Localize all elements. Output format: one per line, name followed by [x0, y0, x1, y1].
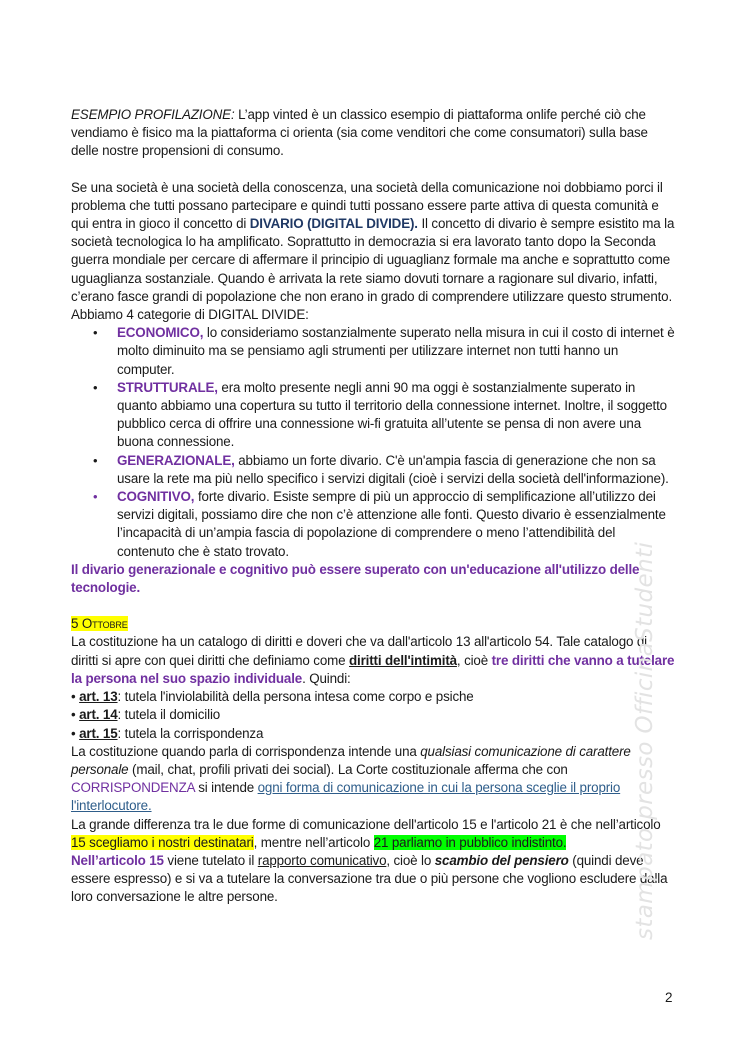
bullet-icon: • [93, 489, 98, 505]
profilazione-text: L’app vinted è un classico esempio di piattaforma onlife perché ciò che vendiamo è fisico ma la piattaforma ci orienta (sia come venditori che come consumatori) sulla base delle nostre propensioni di consumo. [71, 107, 648, 159]
article-label: art. 13 [79, 689, 118, 705]
date-heading-highlight [71, 616, 128, 631]
conclusion-paragraph: Il divario generazionale e cognitivo può essere superato con un'educazione all'utilizzo delle tecnologie. [71, 561, 640, 596]
list-item-cognitivo [71, 488, 675, 561]
rapporto-comunicativo: rapporto comunicativo [257, 852, 387, 868]
articolo15-paragraph [71, 852, 675, 907]
list-item-strutturale [71, 379, 675, 452]
digital-divide-list [71, 324, 675, 561]
articolo15-term: Nell’articolo 15 [71, 852, 164, 868]
bullet-icon: • [93, 379, 98, 395]
corrispondenza-text: La costituzione quando parla di corrispondenza intende una [71, 743, 421, 759]
list-item-generazionale [71, 452, 675, 488]
green-highlight: 21 parliamo in pubblico indistinto. [373, 834, 567, 850]
category-text: lo consideriamo sostanzialmente superato nella misura in cui il costo di internet è molto diminuito ma se pensiamo agli strumenti per utilizzare internet non tutti hanno un computer. [117, 325, 675, 377]
differenza-text: , mentre nell’articolo [253, 834, 374, 850]
articolo15-text: , cioè lo [386, 852, 435, 868]
corrispondenza-term: CORRISPONDENZA [71, 780, 195, 796]
date-heading-first: 5 O [71, 616, 93, 632]
category-term: ECONOMICO, [117, 325, 204, 341]
article-text: : tutela il domicilio [117, 707, 221, 723]
page-number: 2 [665, 990, 673, 1005]
document-page [71, 106, 675, 907]
divario-text-before: Se una società è una società della conoscenza, una società della comunicazione noi dobbiamo porci il problema che tutti possano partecipare e quindi tutti possano essere parte attiva di questa comunità e qui entra in gioco il concetto di [71, 179, 663, 232]
corrispondenza-text: si intende [194, 780, 258, 796]
categories-intro: Abbiamo 4 categorie di DIGITAL DIVIDE: [71, 307, 309, 323]
spacer [71, 597, 675, 615]
article-text: : tutela la corrispondenza [117, 725, 264, 741]
scambio-pensiero: scambio del pensiero [434, 852, 569, 868]
diritti-intimita-term: diritti dell'intimità [349, 652, 457, 668]
category-term: GENERAZIONALE, [117, 452, 235, 468]
costituzione-text: . Quindi: [302, 670, 351, 686]
costituzione-paragraph [71, 633, 675, 688]
costituzione-text: , cioè [456, 652, 492, 668]
corrispondenza-definition-link[interactable]: ogni forma di comunicazione in cui la persona sceglie il proprio l'interlocutore. [71, 780, 621, 814]
date-heading [71, 615, 675, 633]
costituzione-text: La costituzione ha un catalogo di diritti e doveri che va dall'articolo 13 all'articolo 54. Tale catalogo di diritti si apre con quei diritti che definiamo come [71, 634, 647, 668]
divario-text-after: Il concetto di divario è sempre esistito ma la società tecnologica lo ha amplificato. Soprattutto in democrazia si era lavorato tanto dopo la Seconda guerra mondiale per cercare di affermare il principio di uguaglianz formale ma anche e soprattutto come uguaglianza sostanziale. Quando è arrivata la rete siamo dovuti tornare a ragionare sul divario, infatti, c’erano fasce grandi di popolazione che non erano in grado di comprendere utilizzare questo strumento. [71, 216, 675, 304]
category-text: era molto presente negli anni 90 ma oggi è sostanzialmente superato in quanto abbiamo una copertura su tutto il territorio della connessione internet. Inoltre, il soggetto pubblico cerca di offrire una connessione wi-fi gratuita all’utente se pensa di non avere una buona connessione. [117, 379, 667, 450]
tre-diritti-highlight: tre diritti che vanno a tutelare la persona nel suo spazio individuale [71, 652, 675, 686]
articolo15-text: viene tutelato il [163, 852, 258, 868]
profilazione-paragraph [71, 106, 675, 161]
category-text: abbiamo un forte divario. C'è un'ampia fascia di generazione che non sa usare la rete ma più nello specifico i servizi digitali (cioè i servizi della società dell'informazione). [117, 452, 669, 486]
bullet-icon: • [93, 325, 98, 341]
article-item [71, 725, 675, 743]
articolo15-text: (quindi deve essere espresso) e si va a tutelare la conversazione tra due o più persone che vogliono escludere dalla loro conversazione le altre persone. [71, 852, 668, 905]
category-text: forte divario. Esiste sempre di più un approccio di semplificazione all’utilizzo dei servizi digitali, possiamo dire che non c’è attenzione alle fonti. Questo divario è essenzialmente l’incapacità di un’ampia fascia di popolazione di comprendere o meno l’attendibilità del contenuto che è stato trovato. [117, 489, 666, 559]
category-term: COGNITIVO, [117, 489, 195, 505]
article-item [71, 688, 675, 706]
profilazione-label: ESEMPIO PROFILAZIONE: [71, 107, 235, 122]
divario-paragraph [71, 179, 675, 306]
article-item [71, 706, 675, 724]
divario-term: DIVARIO (DIGITAL DIVIDE). [249, 216, 418, 232]
spacer [71, 161, 675, 179]
corrispondenza-italic: qualsiasi comunicazione di carattere personale [71, 743, 631, 777]
yellow-highlight: 15 scegliamo i nostri destinatari [71, 834, 254, 850]
bullet-icon: • [71, 725, 76, 741]
article-text: : tutela l'inviolabilità della persona intesa come corpo e psiche [117, 689, 474, 705]
watermark: stampato presso OfficinaStudenti [632, 541, 658, 940]
corrispondenza-text: (mail, chat, profili privati dei social). La Corte costituzionale afferma che con [128, 761, 568, 777]
article-label: art. 14 [79, 707, 118, 723]
bullet-icon: • [71, 689, 76, 705]
corrispondenza-paragraph [71, 743, 675, 816]
date-heading-rest: ttobre [92, 616, 128, 632]
bullet-icon: • [71, 707, 76, 723]
article-label: art. 15 [79, 725, 118, 741]
category-term: STRUTTURALE, [117, 379, 218, 395]
differenza-paragraph [71, 816, 675, 852]
list-item-economico [71, 324, 675, 379]
differenza-text: La grande differenza tra le due forme di comunicazione dell'articolo 15 e l'articolo 21 è che nell’articolo [71, 816, 661, 832]
bullet-icon: • [93, 452, 98, 468]
